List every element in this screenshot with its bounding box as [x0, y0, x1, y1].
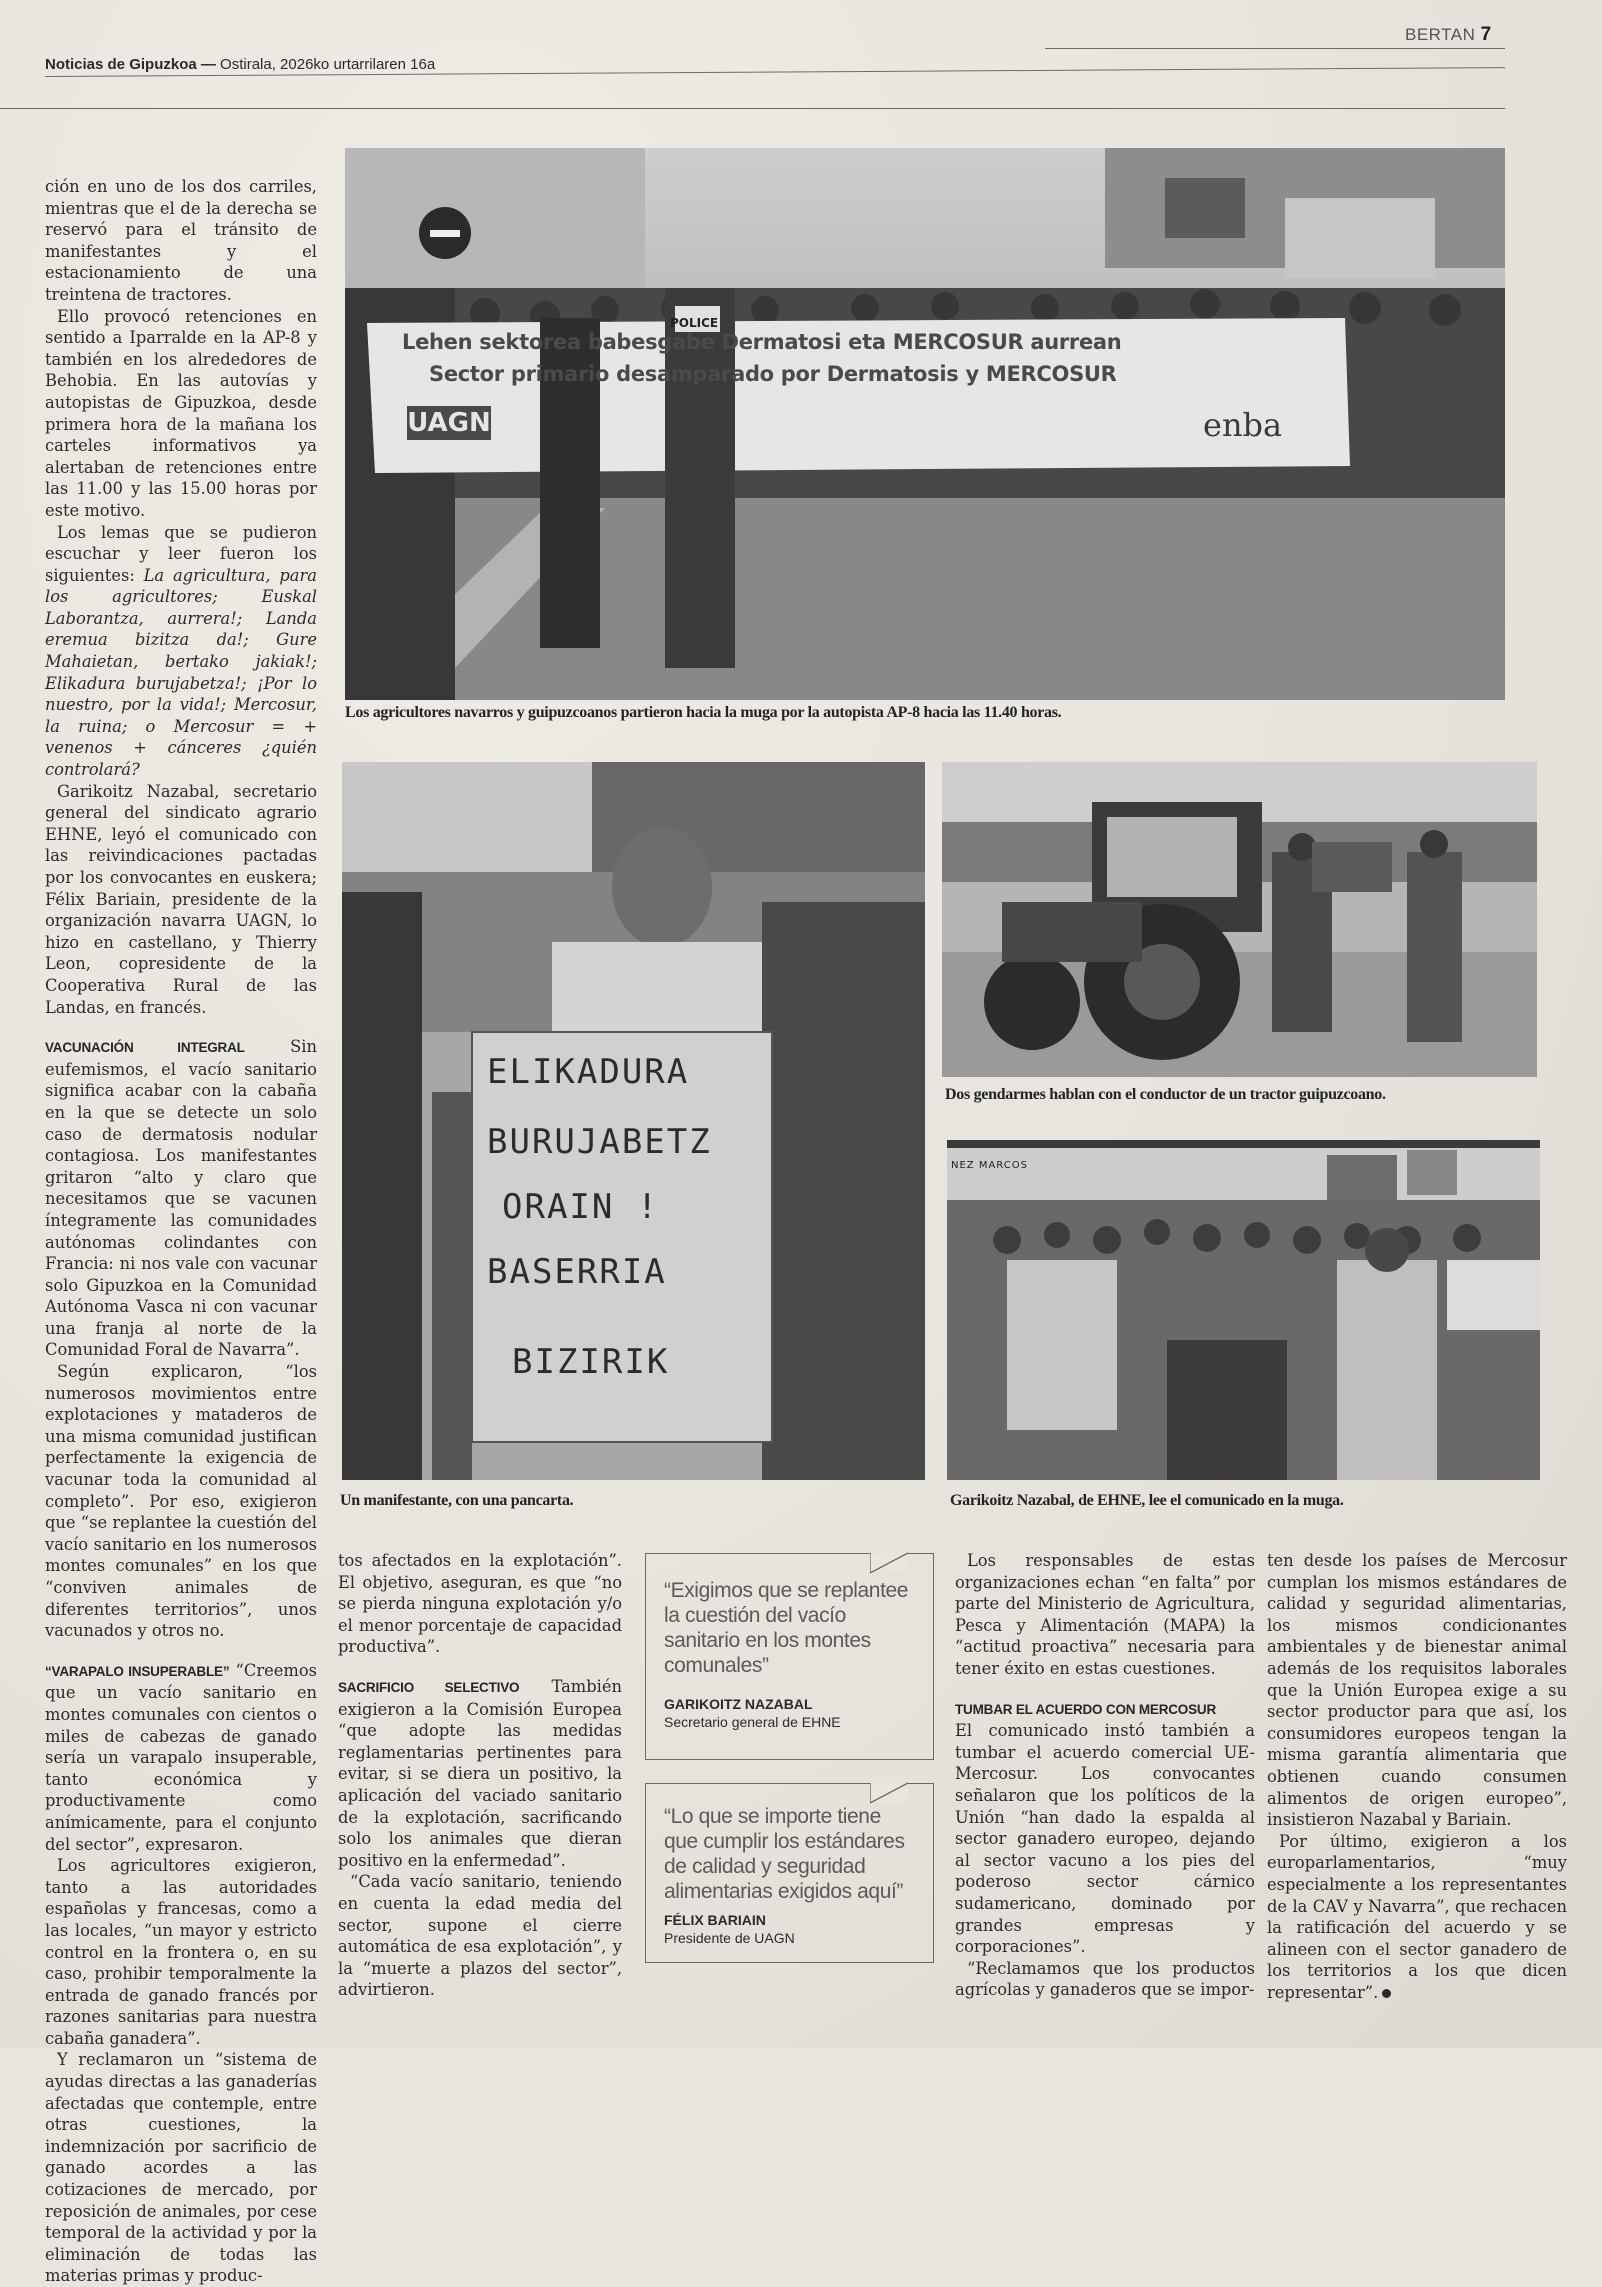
quote-author-role: Secretario general de EHNE: [664, 1714, 841, 1730]
quote-text: “Exigimos que se replantee la cuestión del vacío sanitario en los montes comunales”: [664, 1579, 909, 1677]
paragraph-text: “Creemos que un vacío sanitario en montes comunales con cientos o miles de cabezas de ganado sería un varapalo insuperable, tanto económica y productivamente como anímicamente, para el conjunto del sector”, expresaron.: [45, 1660, 317, 1854]
photo-caption-tractor: Dos gendarmes hablan con el conductor de un tractor guipuzcoano.: [945, 1086, 1386, 1103]
paragraph: [45, 522, 317, 781]
paragraph: ten desde los países de Mercosur cumplan los mismos estándares de calidad y seguridad alimentarias, los mismos condicionantes ambientales y de bienestar animal además de los requisitos laborales que la Unión Europea exige a su sector productor para que así, los consumidores europeos tengan la misma garantía alimentaria que obtienen cuando consumen alimentos de origen europeo”, insistieron Nazabal y Bariain.: [1267, 1551, 1567, 1830]
article-column-2: [338, 1550, 622, 2001]
slogans: La agricultura, para los agricultores; Euskal Laborantza, aurrera!; Landa eremua bizitza da!; Gure Mahaietan, bertako jakiak!; Elikadura burujabetza!; ¡Por lo nuestro, por la vida!; Mercosur, la ruina; o Mercosur = + venenos + cánceres ¿quién controlará?: [45, 565, 317, 780]
page-number: 7: [1480, 24, 1492, 45]
quote-author-name: FÉLIX BARIAIN: [664, 1912, 766, 1928]
paragraph: “Reclamamos que los productos agrícolas y ganaderos que se impor-: [955, 1958, 1255, 2000]
pull-quote-nazabal: [645, 1553, 934, 1760]
sign-line-3: ORAIN !: [502, 1187, 660, 1227]
sign-line-5: BIZIRIK: [512, 1342, 670, 1382]
photo-crowd-reading-image: [947, 1140, 1540, 1480]
photo-protest-banner: [345, 148, 1505, 700]
quote-notch: [870, 1783, 908, 1803]
banner-text-spanish: Sector primario desamparado por Dermatosis y MERCOSUR: [429, 362, 1117, 386]
pull-quote-bariain: [645, 1783, 934, 1963]
article-column-1: [45, 176, 317, 2287]
paragraph: Ello provocó retenciones en sentido a Iparralde en la AP-8 y también en los alrededores de Behobia. En las autovías y autopistas de Gipuzkoa, desde primera hora de la mañana los carteles informativos ya alertaban de retenciones entre las 11.00 y las 15.00 horas por este motivo.: [45, 306, 317, 520]
subheading: VACUNACIÓN INTEGRAL: [45, 1040, 245, 1056]
publication-name: Noticias de Gipuzkoa: [45, 56, 197, 73]
photo-protest-banner-image: [345, 148, 1505, 700]
publication-date: Ostirala, 2026ko urtarrilaren 16a: [220, 56, 436, 73]
section-name: BERTAN: [1405, 25, 1476, 44]
quote-author-name: GARIKOITZ NAZABAL: [664, 1696, 813, 1712]
banner-logo-enba: enba: [1203, 406, 1283, 444]
header-separator: —: [200, 56, 216, 73]
quote-notch: [870, 1553, 908, 1573]
paragraph: Según explicaron, “los numerosos movimientos entre explotaciones y mataderos de una misma comunidad justifican perfectamente la exigencia de vacunar toda la comunidad al completo”. Por eso, exigieron que “se replantee la cuestión del vacío sanitario en los numerosos montes comunales” en los que “conviven animales de diferentes territorios”, unos vacunados y otros no.: [45, 1362, 317, 1641]
article-column-4: [955, 1550, 1255, 2001]
end-of-article-icon: [1382, 1989, 1391, 1998]
page-header-left: [45, 56, 435, 73]
subheading: TUMBAR EL ACUERDO CON MERCOSUR: [955, 1701, 1217, 1717]
photo-crowd-reading: [947, 1140, 1540, 1480]
paragraph: “Cada vacío sanitario, teniendo en cuenta la edad media del sector, supone el cierre automática de esa explotación”, y la “muerte a plazos del sector”, advirtieron.: [338, 1872, 622, 2000]
banner-logo-uagn: UAGN: [407, 408, 491, 438]
subheading: SACRIFICIO SELECTIVO: [338, 1679, 520, 1695]
paragraph-text: También exigieron a la Comisión Europea “que adopte las medidas reglamentarias pertinentes para evitar, si se diera un positivo, la aplicación del vaciado sanitario de la explotación, sacrificando solo los animales que dieran positivo en la enfermedad”.: [338, 1676, 622, 1870]
paragraph: [45, 1036, 317, 1361]
photo-caption-main: Los agricultores navarros y guipuzcoanos partieron hacia la muga por la autopista AP-8 hacia las 11.40 horas.: [345, 704, 1062, 721]
paragraph: [45, 1660, 317, 1855]
paragraph: El comunicado instó también a tumbar el acuerdo comercial UE-Mercosur. Los convocantes señalaron que los políticos de la Unión “han dado la espalda al sector ganadero europeo, dejando al sector vacuno a los pies del poderoso sector cárnico sudamericano, dominado por grandes empresas y corporaciones”.: [955, 1721, 1255, 1957]
page-header-right: [1405, 24, 1492, 46]
header-rule-bottom: [0, 108, 1505, 109]
banner-text-basque: Lehen sektorea babesgabe Dermatosi eta MERCOSUR aurrean: [402, 330, 1122, 354]
quote-text: “Lo que se importe tiene que cumplir los estándares de calidad y seguridad alimentarias exigidos aquí”: [664, 1805, 905, 1903]
paragraph: [1267, 1831, 1567, 2004]
article-column-5: [1267, 1550, 1567, 2003]
paragraph: Garikoitz Nazabal, secretario general del sindicato agrario EHNE, leyó el comunicado con las reivindicaciones pactadas por los convocantes en euskera; Félix Bariain, presidente de la organización navarra UAGN, lo hizo en castellano, y Thierry Leon, copresidente de la Cooperativa Rural de las Landas, en francés.: [45, 781, 317, 1017]
photo-caption-crowd: Garikoitz Nazabal, de EHNE, lee el comunicado en la muga.: [950, 1492, 1344, 1509]
header-rule-top: [1045, 48, 1505, 49]
paragraph-text: Por último, exigieron a los europarlamentarios, “muy especialmente a los representantes de la CAV y Navarra”, que rechacen la ratificación del acuerdo y se alineen con el sector ganadero de los territorios a los que dicen representar”.: [1267, 1831, 1567, 2002]
photo-caption-protester: Un manifestante, con una pancarta.: [340, 1492, 574, 1509]
paragraph-text: Sin eufemismos, el vacío sanitario significa acabar con la cabaña en la que se detecte un solo caso de dermatosis nodular contagiosa. Los manifestantes gritaron “alto y claro que necesitamos que se vacunen íntegramente las comunidades autónomas colindantes con Francia: ni nos vale con vacunar solo Gipuzkoa en la Comunidad Autónoma Vasca ni con vacunar una franja al norte de la Comunidad Foral de Navarra”.: [45, 1037, 317, 1360]
subheading: “VARAPALO INSUPERABLE”: [45, 1663, 230, 1679]
paragraph: tos afectados en la explotación”. El objetivo, aseguran, es que “no se pierda ninguna explotación y/o el menor porcentaje de capacidad productiva”.: [338, 1551, 622, 1657]
paragraph: [338, 1676, 622, 1871]
sign-line-4: BASERRIA: [487, 1252, 667, 1292]
photo-protester-sign: [342, 762, 925, 1480]
paragraph: Y reclamaron un “sistema de ayudas directas a las ganaderías afectadas que contemple, entre otras cuestiones, la indemnización por sacrificio de ganado acordes a las cotizaciones de mercado, por reposición de animales, por cese temporal de la actividad y por la eliminación de todas las materias primas y produc-: [45, 2050, 317, 2286]
photo-tractor: [942, 762, 1537, 1077]
sign-line-2: BURUJABETZ: [487, 1122, 712, 1162]
sign-line-1: ELIKADURA: [487, 1052, 690, 1092]
paragraph: [955, 1698, 1255, 1721]
quote-author-role: Presidente de UAGN: [664, 1930, 795, 1946]
police-vest-label: POLICE: [670, 316, 719, 330]
paragraph: Los responsables de estas organizaciones echan “en falta” por parte del Ministerio de Agricultura, Pesca y Alimentación (MAPA) la “actitud proactiva” necesaria para tener éxito en estas cuestiones.: [955, 1551, 1255, 1678]
crowd-sign-fragment: NEZ MARCOS: [951, 1160, 1028, 1171]
paragraph-text: Los lemas que se pudieron escuchar y leer fueron los siguientes:: [45, 522, 317, 585]
photo-tractor-image: [942, 762, 1537, 1077]
paragraph: Los agricultores exigieron, tanto a las autoridades españolas y francesas, como a las locales, “un mayor y estricto control en la frontera o, en su caso, prohibir temporalmente la entrada de ganado francés por razones sanitarias para nuestra cabaña ganadera”.: [45, 1856, 317, 2048]
paragraph: ción en uno de los dos carriles, mientras que el de la derecha se reservó para el tránsito de manifestantes y el estacionamiento de una treintena de tractores.: [45, 177, 317, 304]
